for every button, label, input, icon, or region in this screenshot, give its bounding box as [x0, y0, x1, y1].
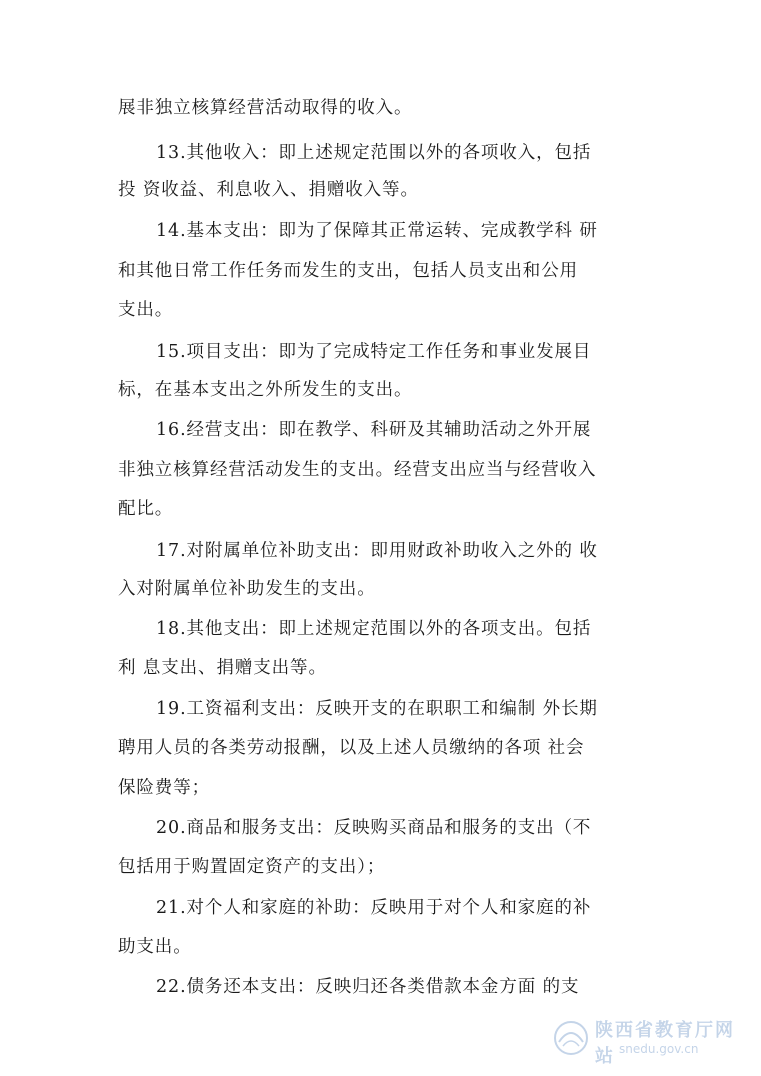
- text-line: 包括用于购置固定资产的支出）；: [118, 857, 386, 877]
- text-line: 配比。: [118, 499, 174, 519]
- text-line: 15.项目支出：即为了完成特定工作任务和事业发展目: [156, 342, 592, 362]
- text-line: 聘用人员的各类劳动报酬，以及上述人员缴纳的各项 社会: [118, 738, 585, 758]
- text-line: 14.基本支出：即为了保障其正常运转、完成教学科 研: [156, 221, 598, 241]
- text-line: 22.债务还本支出：反映归还各类借款本金方面 的支: [156, 977, 580, 997]
- site-watermark: [549, 1010, 749, 1066]
- text-line: 展非独立核算经营活动取得的收入。: [118, 98, 413, 118]
- text-line: 支出。: [118, 300, 174, 320]
- text-line: 助支出。: [118, 937, 192, 957]
- text-line: 16.经营支出：即在教学、科研及其辅助活动之外开展: [156, 420, 592, 440]
- text-line: 20.商品和服务支出：反映购买商品和服务的支出（不: [156, 818, 592, 838]
- text-line: 标，在基本支出之外所发生的支出。: [118, 380, 413, 400]
- watermark-title: 陕西省教育厅网站: [595, 1020, 735, 1067]
- text-line: 和其他日常工作任务而发生的支出，包括人员支出和公用: [118, 261, 578, 281]
- text-line: 17.对附属单位补助支出：即用财政补助收入之外的 收: [156, 541, 598, 561]
- watermark-url: snedu.gov.cn: [619, 1042, 699, 1056]
- text-line: 入对附属单位补助发生的支出。: [118, 579, 376, 599]
- text-line: 非独立核算经营活动发生的支出。经营支出应当与经营收入: [118, 460, 597, 480]
- text-line: 18.其他支出：即上述规定范围以外的各项支出。包括: [156, 619, 592, 639]
- text-line: 保险费等；: [118, 778, 210, 798]
- text-line: 投 资收益、利息收入、捐赠收入等。: [118, 180, 419, 200]
- logo-icon: [551, 1018, 591, 1058]
- text-line: 利 息支出、捐赠支出等。: [118, 658, 327, 678]
- text-line: 19.工资福利支出：反映开支的在职职工和编制 外长期: [156, 699, 598, 719]
- text-line: 13.其他收入：即上述规定范围以外的各项收入，包括: [156, 143, 592, 163]
- text-line: 21.对个人和家庭的补助：反映用于对个人和家庭的补: [156, 898, 592, 918]
